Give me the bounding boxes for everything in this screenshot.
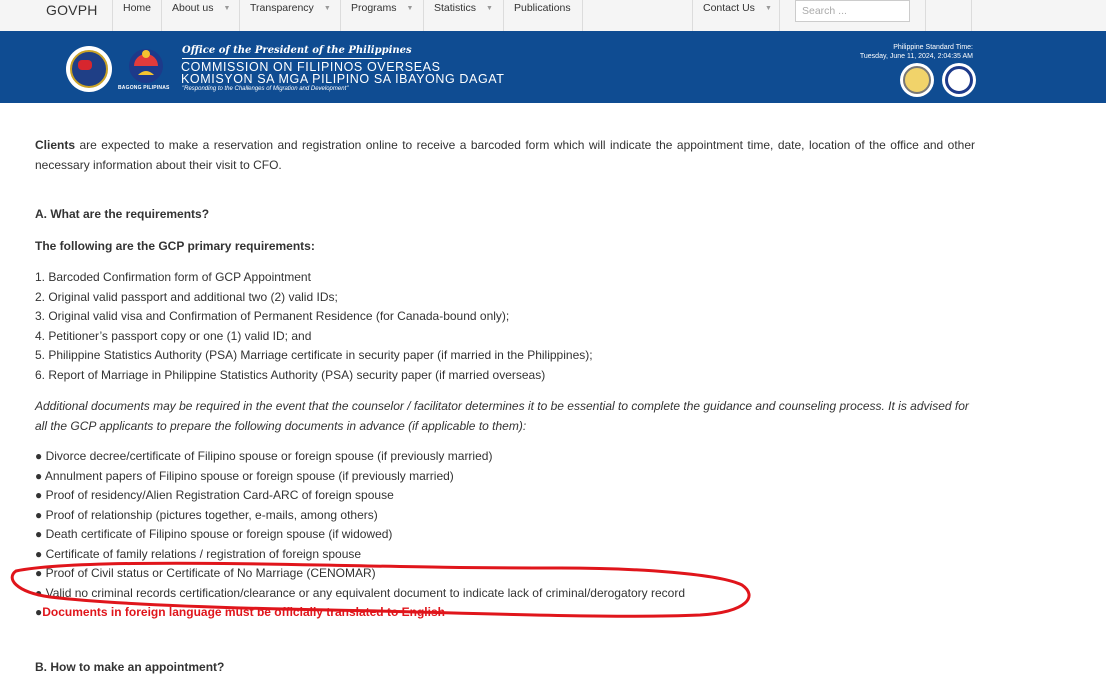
nav-programs[interactable]: [340, 0, 423, 31]
additional-documents-list: [35, 447, 975, 623]
nav-home[interactable]: [112, 0, 161, 31]
cfo-seal-logo[interactable]: [66, 46, 112, 92]
list-item: 4. Petitioner’s passport copy or one (1) valid ID; and: [35, 327, 975, 347]
list-item: ● Proof of Civil status or Certificate of No Marriage (CENOMAR): [35, 564, 975, 584]
org-name-english: COMMISSION ON FILIPINOS OVERSEAS: [181, 60, 441, 74]
foi-seal-icon[interactable]: [942, 63, 976, 97]
nav-publications-label: Publications: [514, 2, 571, 14]
nav-publications[interactable]: [503, 0, 583, 31]
section-a-heading: A. What are the requirements?: [35, 205, 975, 225]
primary-requirements-heading: The following are the GCP primary requirements:: [35, 237, 975, 257]
intro-text: are expected to make a reservation and registration online to receive a barcoded form which will indicate the appointment time, date, location of the office and other necessary information about their visit to CFO.: [35, 138, 975, 172]
translation-note-text: Documents in foreign language must be officially translated to English: [42, 605, 445, 619]
chevron-down-icon: ▼: [765, 0, 772, 17]
chevron-down-icon: ▼: [324, 0, 331, 17]
chevron-down-icon: ▼: [223, 0, 230, 17]
list-item: 3. Original valid visa and Confirmation of Permanent Residence (for Canada-bound only);: [35, 307, 975, 327]
bagong-pilipinas-logo: [124, 45, 168, 85]
translation-note: [35, 603, 975, 623]
header-banner: [0, 31, 1106, 103]
list-item: ● Death certificate of Filipino spouse or foreign spouse (if widowed): [35, 525, 975, 545]
chevron-down-icon: ▼: [486, 0, 493, 17]
list-item: ● Certificate of family relations / registration of foreign spouse: [35, 545, 975, 565]
office-title: Office of the President of the Philippines: [182, 45, 412, 56]
nav-statistics-label: Statistics: [434, 2, 476, 14]
list-item: 5. Philippine Statistics Authority (PSA) Marriage certificate in security paper (if married in the Philippines);: [35, 346, 975, 366]
bullet: ●: [35, 605, 42, 619]
nav-about-us-label: About us: [172, 2, 213, 14]
list-item: ● Proof of relationship (pictures together, e-mails, among others): [35, 506, 975, 526]
org-name-filipino: KOMISYON SA MGA PILIPINO SA IBAYONG DAGAT: [181, 72, 505, 86]
nav-contact-us[interactable]: [692, 0, 780, 31]
nav-about-us[interactable]: [161, 0, 239, 31]
list-item: ● Annulment papers of Filipino spouse or foreign spouse (if previously married): [35, 467, 975, 487]
nav-statistics[interactable]: [423, 0, 503, 31]
standard-time-label: Philippine Standard Time:: [860, 43, 973, 52]
tagline: "Responding to the Challenges of Migration and Development": [182, 86, 348, 92]
govph-link[interactable]: GOVPH: [46, 2, 98, 18]
list-item: ● Valid no criminal records certification/clearance or any equivalent document to indicate lack of criminal/derogatory record: [35, 584, 975, 604]
list-item: 1. Barcoded Confirmation form of GCP Appointment: [35, 268, 975, 288]
nav-contact-us-label: Contact Us: [703, 2, 755, 14]
nav-programs-label: Programs: [351, 2, 397, 14]
title-rule: [182, 58, 382, 59]
transparency-seal-icon[interactable]: [900, 63, 934, 97]
list-item: 2. Original valid passport and additional two (2) valid IDs;: [35, 288, 975, 308]
search-input[interactable]: [795, 0, 910, 22]
list-item: ● Proof of residency/Alien Registration Card-ARC of foreign spouse: [35, 486, 975, 506]
nav-transparency-label: Transparency: [250, 2, 314, 14]
list-item: 6. Report of Marriage in Philippine Statistics Authority (PSA) security paper (if married overseas): [35, 366, 975, 386]
intro-bold: Clients: [35, 138, 75, 152]
primary-requirements-list: [35, 268, 975, 385]
nav-home-label: Home: [123, 2, 151, 14]
top-navbar: [0, 0, 1106, 31]
additional-documents-note: Additional documents may be required in the event that the counselor / facilitator determines it to be essential to complete the guidance and counseling process. It is advised for all the GCP applicants to prepare the following documents in advance (if applicable to them):: [35, 397, 975, 436]
list-item: ● Divorce decree/certificate of Filipino spouse or foreign spouse (if previously married): [35, 447, 975, 467]
intro-paragraph: [35, 136, 975, 175]
bagong-pilipinas-text: BAGONG PILIPINAS: [118, 85, 170, 91]
standard-time: [860, 43, 973, 61]
nav-divider: [925, 0, 926, 31]
nav-transparency[interactable]: [239, 0, 340, 31]
section-b-heading: B. How to make an appointment?: [35, 658, 975, 677]
chevron-down-icon: ▼: [407, 0, 414, 17]
nav-divider: [971, 0, 972, 31]
main-content: [35, 136, 975, 677]
standard-time-value: Tuesday, June 11, 2024, 2:04:35 AM: [860, 52, 973, 61]
